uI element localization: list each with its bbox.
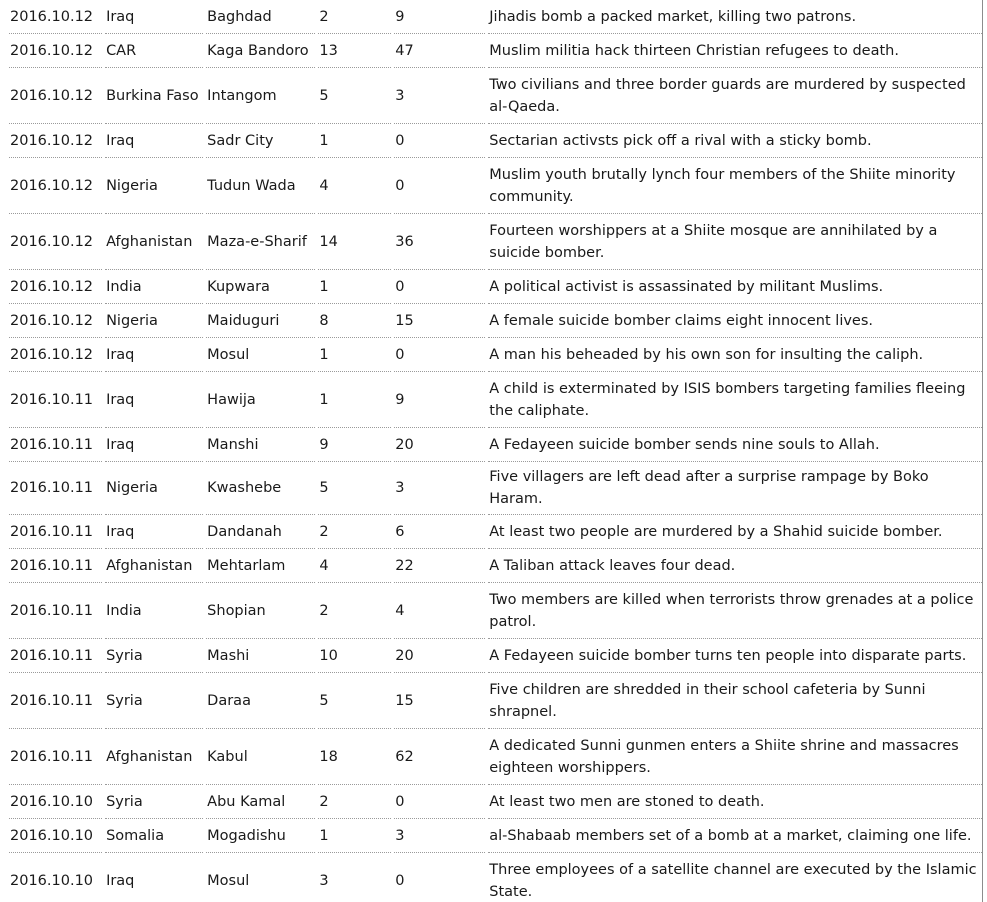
table-row	[9, 853, 983, 902]
table-row	[9, 673, 983, 729]
date-cell: 2016.10.10	[9, 853, 102, 902]
country-cell: Syria	[105, 785, 203, 819]
injured-cell: 22	[394, 549, 485, 583]
killed-cell: 3	[318, 853, 391, 902]
country-cell: Iraq	[105, 124, 203, 158]
killed-cell: 5	[318, 68, 391, 124]
country-cell: Nigeria	[105, 158, 203, 214]
country-cell: Iraq	[105, 372, 203, 428]
city-cell: Daraa	[206, 673, 315, 729]
city-cell: Baghdad	[206, 0, 315, 34]
city-cell: Maiduguri	[206, 304, 315, 338]
country-cell: Nigeria	[105, 462, 203, 515]
description-cell: Fourteen worshippers at a Shiite mosque are annihilated by a suicide bomber.	[488, 214, 983, 270]
date-cell: 2016.10.12	[9, 338, 102, 372]
injured-cell: 3	[394, 819, 485, 853]
killed-cell: 5	[318, 673, 391, 729]
date-cell: 2016.10.12	[9, 304, 102, 338]
date-cell: 2016.10.12	[9, 270, 102, 304]
date-cell: 2016.10.12	[9, 214, 102, 270]
killed-cell: 4	[318, 158, 391, 214]
country-cell: CAR	[105, 34, 203, 68]
city-cell: Tudun Wada	[206, 158, 315, 214]
description-cell: Three employees of a satellite channel are executed by the Islamic State.	[488, 853, 983, 902]
table-row	[9, 462, 983, 515]
injured-cell: 0	[394, 853, 485, 902]
description-cell: Muslim youth brutally lynch four members of the Shiite minority community.	[488, 158, 983, 214]
injured-cell: 3	[394, 462, 485, 515]
date-cell: 2016.10.12	[9, 68, 102, 124]
date-cell: 2016.10.11	[9, 673, 102, 729]
country-cell: Nigeria	[105, 304, 203, 338]
date-cell: 2016.10.12	[9, 124, 102, 158]
killed-cell: 14	[318, 214, 391, 270]
description-cell: Two civilians and three border guards are murdered by suspected al-Qaeda.	[488, 68, 983, 124]
injured-cell: 0	[394, 158, 485, 214]
country-cell: Afghanistan	[105, 214, 203, 270]
date-cell: 2016.10.11	[9, 729, 102, 785]
country-cell: Syria	[105, 639, 203, 673]
city-cell: Mashi	[206, 639, 315, 673]
table-row	[9, 124, 983, 158]
date-cell: 2016.10.11	[9, 549, 102, 583]
country-cell: Afghanistan	[105, 549, 203, 583]
description-cell: At least two people are murdered by a Shahid suicide bomber.	[488, 515, 983, 549]
city-cell: Maza-e-Sharif	[206, 214, 315, 270]
table-row	[9, 214, 983, 270]
city-cell: Abu Kamal	[206, 785, 315, 819]
killed-cell: 2	[318, 515, 391, 549]
country-cell: Iraq	[105, 853, 203, 902]
country-cell: Somalia	[105, 819, 203, 853]
injured-cell: 9	[394, 0, 485, 34]
country-cell: India	[105, 583, 203, 639]
country-cell: Iraq	[105, 338, 203, 372]
city-cell: Mosul	[206, 853, 315, 902]
injured-cell: 36	[394, 214, 485, 270]
country-cell: Iraq	[105, 428, 203, 462]
date-cell: 2016.10.12	[9, 158, 102, 214]
date-cell: 2016.10.11	[9, 372, 102, 428]
injured-cell: 15	[394, 673, 485, 729]
killed-cell: 18	[318, 729, 391, 785]
date-cell: 2016.10.12	[9, 0, 102, 34]
injured-cell: 4	[394, 583, 485, 639]
table-row	[9, 68, 983, 124]
injured-cell: 62	[394, 729, 485, 785]
city-cell: Mogadishu	[206, 819, 315, 853]
city-cell: Manshi	[206, 428, 315, 462]
killed-cell: 1	[318, 372, 391, 428]
table-row	[9, 639, 983, 673]
date-cell: 2016.10.10	[9, 785, 102, 819]
description-cell: A man his beheaded by his own son for insulting the caliph.	[488, 338, 983, 372]
killed-cell: 10	[318, 639, 391, 673]
table-row	[9, 785, 983, 819]
killed-cell: 5	[318, 462, 391, 515]
table-row	[9, 270, 983, 304]
date-cell: 2016.10.11	[9, 515, 102, 549]
date-cell: 2016.10.11	[9, 428, 102, 462]
killed-cell: 4	[318, 549, 391, 583]
description-cell: A Fedayeen suicide bomber sends nine souls to Allah.	[488, 428, 983, 462]
table-row	[9, 372, 983, 428]
injured-cell: 20	[394, 428, 485, 462]
description-cell: Muslim militia hack thirteen Christian refugees to death.	[488, 34, 983, 68]
injured-cell: 0	[394, 785, 485, 819]
description-cell: Five villagers are left dead after a surprise rampage by Boko Haram.	[488, 462, 983, 515]
city-cell: Kabul	[206, 729, 315, 785]
attacks-table-body	[9, 0, 983, 902]
table-row	[9, 819, 983, 853]
injured-cell: 0	[394, 270, 485, 304]
city-cell: Dandanah	[206, 515, 315, 549]
injured-cell: 0	[394, 124, 485, 158]
date-cell: 2016.10.11	[9, 583, 102, 639]
injured-cell: 15	[394, 304, 485, 338]
killed-cell: 2	[318, 785, 391, 819]
description-cell: Two members are killed when terrorists throw grenades at a police patrol.	[488, 583, 983, 639]
city-cell: Mehtarlam	[206, 549, 315, 583]
country-cell: Syria	[105, 673, 203, 729]
city-cell: Kwashebe	[206, 462, 315, 515]
table-row	[9, 158, 983, 214]
killed-cell: 1	[318, 819, 391, 853]
city-cell: Shopian	[206, 583, 315, 639]
city-cell: Sadr City	[206, 124, 315, 158]
table-row	[9, 34, 983, 68]
killed-cell: 13	[318, 34, 391, 68]
killed-cell: 8	[318, 304, 391, 338]
table-row	[9, 304, 983, 338]
city-cell: Intangom	[206, 68, 315, 124]
date-cell: 2016.10.11	[9, 639, 102, 673]
description-cell: Five children are shredded in their school cafeteria by Sunni shrapnel.	[488, 673, 983, 729]
injured-cell: 20	[394, 639, 485, 673]
date-cell: 2016.10.11	[9, 462, 102, 515]
description-cell: A dedicated Sunni gunmen enters a Shiite shrine and massacres eighteen worshippers.	[488, 729, 983, 785]
description-cell: Sectarian activsts pick off a rival with a sticky bomb.	[488, 124, 983, 158]
killed-cell: 1	[318, 338, 391, 372]
country-cell: India	[105, 270, 203, 304]
killed-cell: 2	[318, 0, 391, 34]
description-cell: A Taliban attack leaves four dead.	[488, 549, 983, 583]
injured-cell: 47	[394, 34, 485, 68]
table-row	[9, 428, 983, 462]
table-row	[9, 583, 983, 639]
city-cell: Mosul	[206, 338, 315, 372]
city-cell: Kaga Bandoro	[206, 34, 315, 68]
description-cell: A Fedayeen suicide bomber turns ten people into disparate parts.	[488, 639, 983, 673]
table-row	[9, 729, 983, 785]
description-cell: al-Shabaab members set of a bomb at a market, claiming one life.	[488, 819, 983, 853]
injured-cell: 9	[394, 372, 485, 428]
city-cell: Kupwara	[206, 270, 315, 304]
country-cell: Iraq	[105, 515, 203, 549]
table-row	[9, 338, 983, 372]
description-cell: A political activist is assassinated by militant Muslims.	[488, 270, 983, 304]
table-row	[9, 0, 983, 34]
killed-cell: 2	[318, 583, 391, 639]
attacks-table	[6, 0, 983, 902]
country-cell: Iraq	[105, 0, 203, 34]
injured-cell: 0	[394, 338, 485, 372]
description-cell: Jihadis bomb a packed market, killing two patrons.	[488, 0, 983, 34]
city-cell: Hawija	[206, 372, 315, 428]
injured-cell: 6	[394, 515, 485, 549]
description-cell: A child is exterminated by ISIS bombers targeting families fleeing the caliphate.	[488, 372, 983, 428]
killed-cell: 9	[318, 428, 391, 462]
date-cell: 2016.10.10	[9, 819, 102, 853]
killed-cell: 1	[318, 124, 391, 158]
killed-cell: 1	[318, 270, 391, 304]
country-cell: Burkina Faso	[105, 68, 203, 124]
date-cell: 2016.10.12	[9, 34, 102, 68]
description-cell: A female suicide bomber claims eight innocent lives.	[488, 304, 983, 338]
table-row	[9, 549, 983, 583]
injured-cell: 3	[394, 68, 485, 124]
description-cell: At least two men are stoned to death.	[488, 785, 983, 819]
table-row	[9, 515, 983, 549]
country-cell: Afghanistan	[105, 729, 203, 785]
